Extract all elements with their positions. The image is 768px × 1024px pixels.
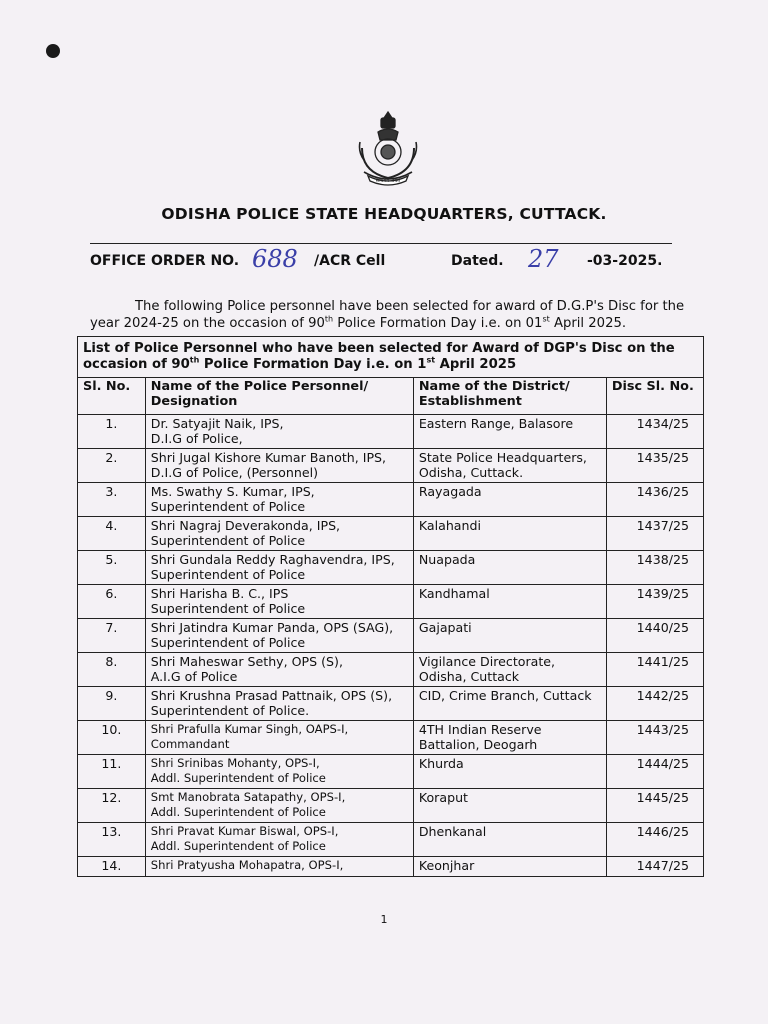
serial-number-cell: 5. bbox=[78, 551, 146, 585]
district-cell: Dhenkanal bbox=[413, 823, 606, 857]
personnel-name: Shri Maheswar Sethy, OPS (S), bbox=[150, 654, 343, 669]
punch-hole bbox=[46, 44, 60, 58]
name-designation-cell bbox=[145, 721, 413, 755]
personnel-name: Shri Pratyusha Mohapatra, OPS-I, bbox=[150, 858, 344, 872]
table-row bbox=[78, 449, 704, 483]
disc-number-cell: 1435/25 bbox=[606, 449, 703, 483]
page-title: ODISHA POLICE STATE HEADQUARTERS, CUTTACK. bbox=[161, 205, 607, 223]
personnel-name: Ms. Swathy S. Kumar, IPS, bbox=[150, 484, 315, 499]
table-row bbox=[78, 857, 704, 877]
header-name: Name of the Police Personnel/ Designation bbox=[145, 378, 413, 415]
name-designation-cell bbox=[145, 823, 413, 857]
personnel-name: Shri Pravat Kumar Biswal, OPS-I, bbox=[150, 824, 339, 838]
order-cell: /ACR Cell bbox=[314, 253, 386, 269]
title-divider bbox=[90, 243, 672, 244]
table-row bbox=[78, 551, 704, 585]
district-cell: Kalahandi bbox=[413, 517, 606, 551]
name-designation-cell bbox=[145, 483, 413, 517]
personnel-name: Shri Gundala Reddy Raghavendra, IPS, bbox=[150, 552, 395, 567]
personnel-name: Shri Prafulla Kumar Singh, OAPS-I, bbox=[150, 722, 349, 736]
designation: Commandant bbox=[150, 737, 230, 751]
serial-number-cell: 2. bbox=[78, 449, 146, 483]
district-cell: Eastern Range, Balasore bbox=[413, 415, 606, 449]
district-cell: Kandhamal bbox=[413, 585, 606, 619]
district-cell: Khurda bbox=[413, 755, 606, 789]
serial-number-cell: 3. bbox=[78, 483, 146, 517]
odisha-police-emblem bbox=[350, 108, 426, 190]
table-row bbox=[78, 823, 704, 857]
table-row bbox=[78, 585, 704, 619]
name-designation-cell bbox=[145, 585, 413, 619]
serial-number-cell: 8. bbox=[78, 653, 146, 687]
disc-number-cell: 1438/25 bbox=[606, 551, 703, 585]
personnel-name: Shri Srinibas Mohanty, OPS-I, bbox=[150, 756, 320, 770]
name-designation-cell bbox=[145, 687, 413, 721]
name-designation-cell bbox=[145, 653, 413, 687]
table-row bbox=[78, 415, 704, 449]
table-row bbox=[78, 653, 704, 687]
designation: Superintendent of Police bbox=[150, 635, 306, 650]
name-designation-cell bbox=[145, 619, 413, 653]
personnel-name: Shri Harisha B. C., IPS bbox=[150, 586, 289, 601]
designation: Superintendent of Police bbox=[150, 499, 306, 514]
personnel-name: Smt Manobrata Satapathy, OPS-I, bbox=[150, 790, 346, 804]
header-disc: Disc Sl. No. bbox=[606, 378, 703, 415]
designation: Superintendent of Police bbox=[150, 533, 306, 548]
dated-label: Dated. bbox=[451, 253, 504, 269]
name-designation-cell bbox=[145, 449, 413, 483]
designation: Addl. Superintendent of Police bbox=[150, 771, 326, 785]
disc-number-cell: 1444/25 bbox=[606, 755, 703, 789]
designation: D.I.G of Police, (Personnel) bbox=[150, 465, 319, 480]
designation: D.I.G of Police, bbox=[150, 431, 243, 446]
serial-number-cell: 11. bbox=[78, 755, 146, 789]
page-number: 1 bbox=[380, 913, 388, 926]
table-row bbox=[78, 619, 704, 653]
serial-number-cell: 14. bbox=[78, 857, 146, 877]
serial-number-cell: 12. bbox=[78, 789, 146, 823]
table-row bbox=[78, 721, 704, 755]
serial-number-cell: 4. bbox=[78, 517, 146, 551]
designation: Superintendent of Police. bbox=[150, 703, 310, 718]
disc-number-cell: 1446/25 bbox=[606, 823, 703, 857]
table-row bbox=[78, 483, 704, 517]
intro-paragraph: The following Police personnel have been selected for award of D.G.P's Disc for the year 2024-25 on the occasion of 90th Police Formation Day i.e. on 01st April 2025. bbox=[90, 299, 685, 331]
designation: Superintendent of Police bbox=[150, 567, 306, 582]
disc-number-cell: 1445/25 bbox=[606, 789, 703, 823]
serial-number-cell: 13. bbox=[78, 823, 146, 857]
office-order-label: OFFICE ORDER NO. bbox=[90, 253, 240, 269]
name-designation-cell bbox=[145, 755, 413, 789]
serial-number-cell: 1. bbox=[78, 415, 146, 449]
district-cell: CID, Crime Branch, Cuttack bbox=[413, 687, 606, 721]
disc-number-cell: 1441/25 bbox=[606, 653, 703, 687]
order-number: 688 bbox=[252, 245, 298, 273]
name-designation-cell bbox=[145, 551, 413, 585]
personnel-name: Shri Jugal Kishore Kumar Banoth, IPS, bbox=[150, 450, 387, 465]
disc-number-cell: 1440/25 bbox=[606, 619, 703, 653]
table-row bbox=[78, 755, 704, 789]
office-order-line bbox=[90, 245, 672, 281]
district-cell: Nuapada bbox=[413, 551, 606, 585]
order-month-year: -03-2025. bbox=[587, 253, 663, 269]
designation: Superintendent of Police bbox=[150, 601, 306, 616]
disc-number-cell: 1436/25 bbox=[606, 483, 703, 517]
table-row bbox=[78, 517, 704, 551]
district-cell: Vigilance Directorate, Odisha, Cuttack bbox=[413, 653, 606, 687]
disc-number-cell: 1442/25 bbox=[606, 687, 703, 721]
disc-number-cell: 1437/25 bbox=[606, 517, 703, 551]
table-caption: List of Police Personnel who have been selected for Award of DGP's Disc on the occasion of 90th Police Formation Day i.e. on 1st April 2025 bbox=[78, 337, 704, 378]
order-day: 27 bbox=[528, 245, 559, 273]
table-row bbox=[78, 789, 704, 823]
personnel-name: Shri Nagraj Deverakonda, IPS, bbox=[150, 518, 341, 533]
serial-number-cell: 9. bbox=[78, 687, 146, 721]
district-cell: State Police Headquarters, Odisha, Cuttack. bbox=[413, 449, 606, 483]
serial-number-cell: 10. bbox=[78, 721, 146, 755]
name-designation-cell bbox=[145, 517, 413, 551]
header-sl: Sl. No. bbox=[78, 378, 146, 415]
personnel-name: Dr. Satyajit Naik, IPS, bbox=[150, 416, 284, 431]
name-designation-cell bbox=[145, 857, 413, 877]
designation: A.I.G of Police bbox=[150, 669, 238, 684]
disc-number-cell: 1434/25 bbox=[606, 415, 703, 449]
award-list-table bbox=[77, 336, 704, 877]
personnel-name: Shri Krushna Prasad Pattnaik, OPS (S), bbox=[150, 688, 393, 703]
header-district: Name of the District/ Establishment bbox=[413, 378, 606, 415]
serial-number-cell: 7. bbox=[78, 619, 146, 653]
district-cell: Keonjhar bbox=[413, 857, 606, 877]
table-header-row bbox=[78, 378, 704, 415]
disc-number-cell: 1447/25 bbox=[606, 857, 703, 877]
district-cell: Koraput bbox=[413, 789, 606, 823]
designation: Addl. Superintendent of Police bbox=[150, 805, 326, 819]
district-cell: Gajapati bbox=[413, 619, 606, 653]
emblem-motto: सत्यमेव जयते bbox=[375, 178, 401, 184]
designation: Addl. Superintendent of Police bbox=[150, 839, 326, 853]
serial-number-cell: 6. bbox=[78, 585, 146, 619]
name-designation-cell bbox=[145, 789, 413, 823]
disc-number-cell: 1439/25 bbox=[606, 585, 703, 619]
district-cell: Rayagada bbox=[413, 483, 606, 517]
table-row bbox=[78, 687, 704, 721]
name-designation-cell bbox=[145, 415, 413, 449]
disc-number-cell: 1443/25 bbox=[606, 721, 703, 755]
district-cell: 4TH Indian Reserve Battalion, Deogarh bbox=[413, 721, 606, 755]
personnel-name: Shri Jatindra Kumar Panda, OPS (SAG), bbox=[150, 620, 394, 635]
